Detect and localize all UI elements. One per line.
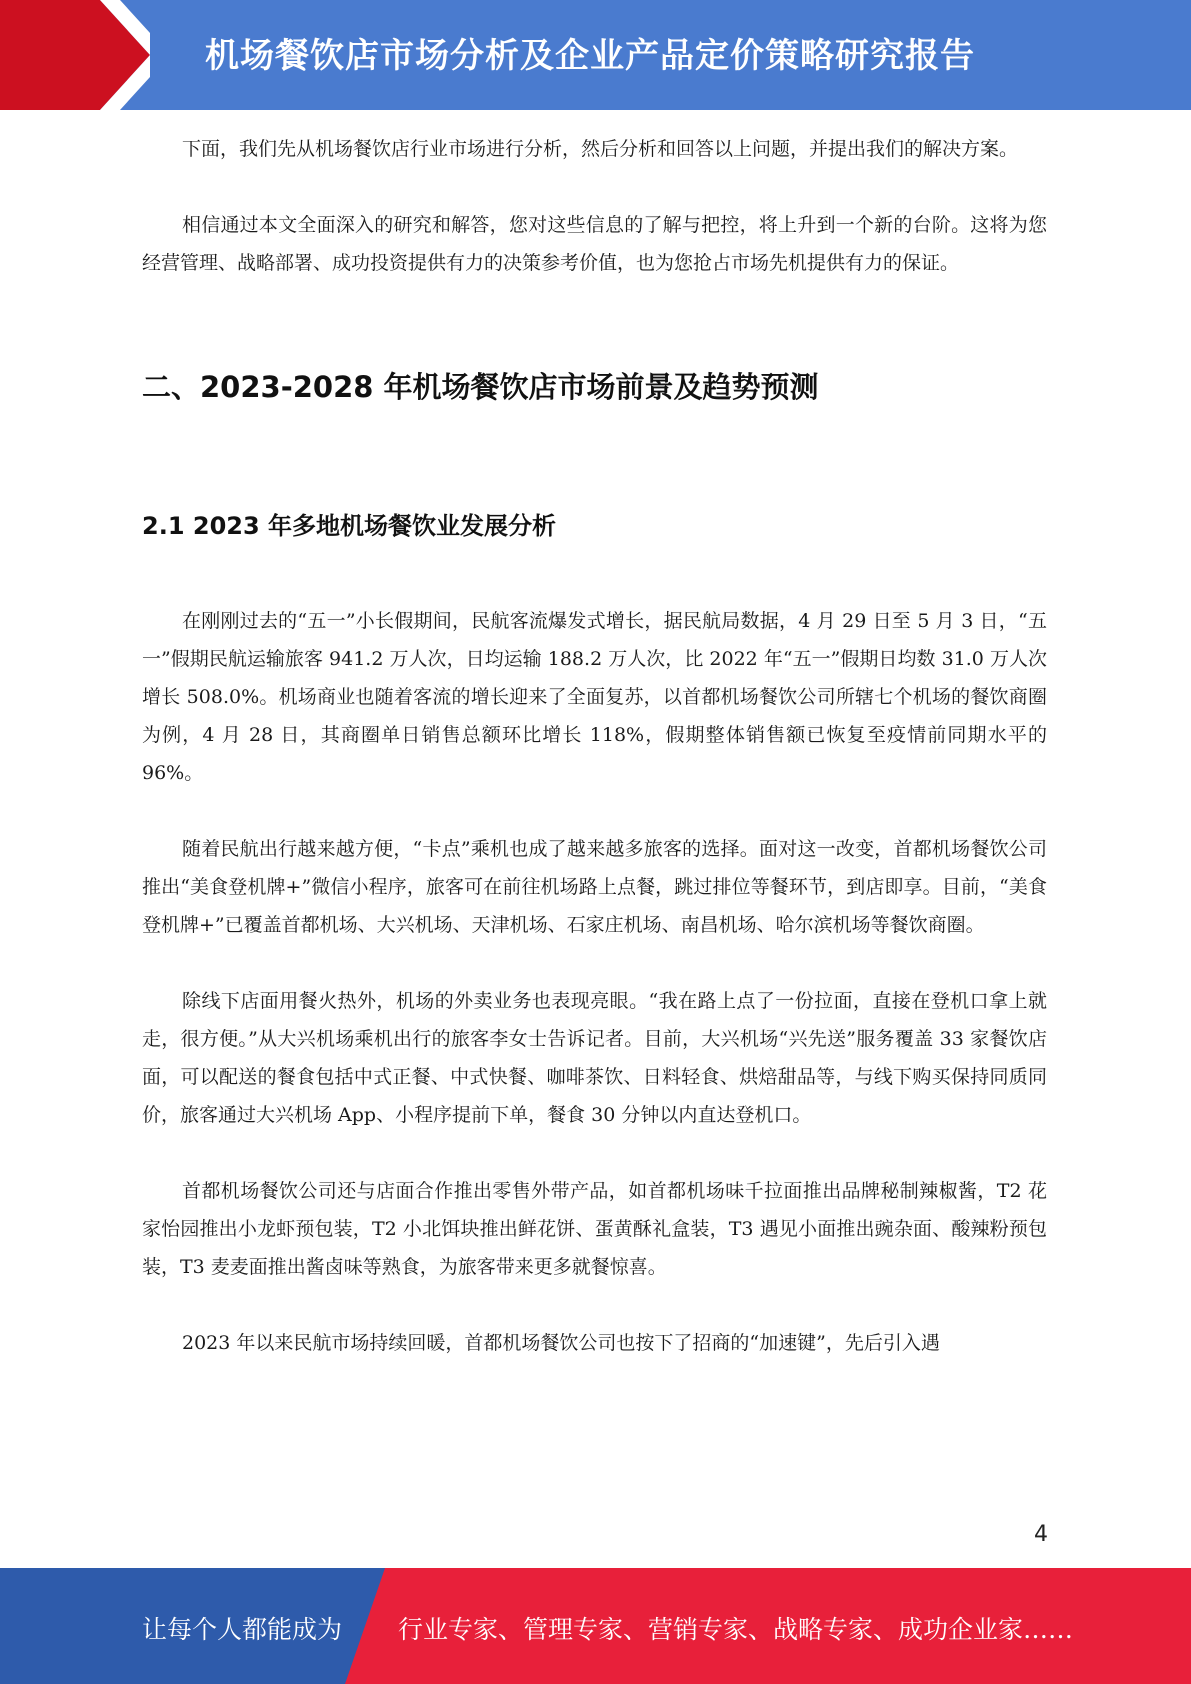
body-paragraph-4: 首都机场餐饮公司还与店面合作推出零售外带产品，如首都机场味千拉面推出品牌秘制辣椒酱，T2 花家怡园推出小龙虾预包装，T2 小北饵块推出鲜花饼、蛋黄酥礼盒装，T3 遇见小面推出豌杂面、酸辣粉预包装，T3 麦麦面推出酱卤味等熟食，为旅客带来更多就餐惊喜。 <box>142 1180 1047 1278</box>
footer-band <box>0 1568 1191 1684</box>
body-paragraph-2: 随着民航出行越来越方便，“卡点”乘机也成了越来越多旅客的选择。面对这一改变，首都机场餐饮公司推出“美食登机牌+”微信小程序，旅客可在前往机场路上点餐，跳过排位等餐环节，到店即享。目前，“美食登机牌+”已覆盖首都机场、大兴机场、天津机场、石家庄机场、南昌机场、哈尔滨机场等餐饮商圈。 <box>142 838 1047 936</box>
footer-slogan-right: 行业专家、管理专家、营销专家、战略专家、成功企业家…… <box>398 1615 1074 1644</box>
main-content <box>142 130 1047 1362</box>
intro-paragraph-1: 下面，我们先从机场餐饮店行业市场进行分析，然后分析和回答以上问题，并提出我们的解决方案。 <box>182 138 1019 160</box>
section-heading: 二、2023-2028 年机场餐饮店市场前景及趋势预测 <box>142 370 819 404</box>
header-band <box>0 0 1191 110</box>
report-title: 机场餐饮店市场分析及企业产品定价策略研究报告 <box>205 36 975 76</box>
body-paragraph-1: 在刚刚过去的“五一”小长假期间，民航客流爆发式增长，据民航局数据，4 月 29 日至 5 月 3 日，“五一”假期民航运输旅客 941.2 万人次，日均运输 188.2 万人次，比 2022 年“五一”假期日均数 31.0 万人次增长 508.0%。机场商业也随着客流的增长迎来了全面复苏，以首都机场餐饮公司所辖七个机场的餐饮商圈为例，4 月 28 日，其商圈单日销售总额环比增长 118%，假期整体销售额已恢复至疫情前同期水平的 96%。 <box>142 610 1047 784</box>
body-paragraph-3: 除线下店面用餐火热外，机场的外卖业务也表现亮眼。“我在路上点了一份拉面，直接在登机口拿上就走，很方便。”从大兴机场乘机出行的旅客李女士告诉记者。目前，大兴机场“兴先送”服务覆盖 33 家餐饮店面，可以配送的餐食包括中式正餐、中式快餐、咖啡茶饮、日料轻食、烘焙甜品等，与线下购买保持同质同价，旅客通过大兴机场 App、小程序提前下单，餐食 30 分钟以内直达登机口。 <box>142 990 1047 1126</box>
intro-paragraph-2: 相信通过本文全面深入的研究和解答，您对这些信息的了解与把控，将上升到一个新的台阶。这将为您经营管理、战略部署、成功投资提供有力的决策参考价值，也为您抢占市场先机提供有力的保证。 <box>142 214 1047 274</box>
header-arrow-decoration <box>0 0 150 110</box>
footer-slogan-left: 让每个人都能成为 <box>142 1615 343 1644</box>
subsection-heading: 2.1 2023 年多地机场餐饮业发展分析 <box>142 512 557 540</box>
page-number: 4 <box>1034 1522 1048 1547</box>
body-paragraph-5: 2023 年以来民航市场持续回暖，首都机场餐饮公司也按下了招商的“加速键”，先后引入遇 <box>182 1332 940 1354</box>
